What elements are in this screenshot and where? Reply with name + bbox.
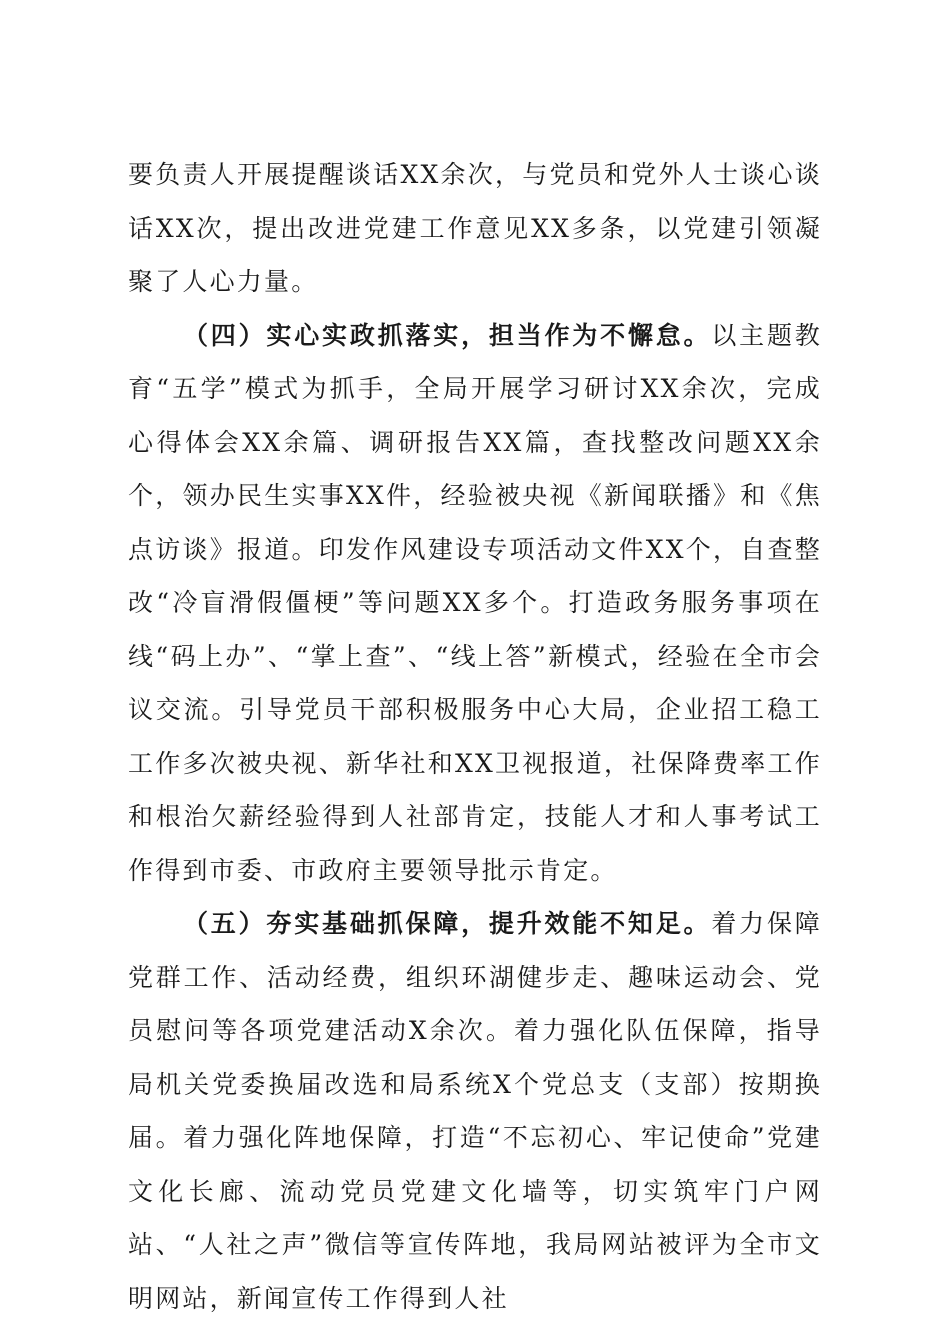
section-heading-4: （四）实心实政抓落实，担当作为不懈怠。 <box>183 320 712 350</box>
document-body <box>128 148 822 1325</box>
paragraph-text: 着力保障党群工作、活动经费，组织环湖健步走、趣味运动会、党员慰问等各项党建活动X余次。着力强化队伍保障，指导局机关党委换届改选和局系统X个党总支（支部）按期换届。着力强化阵地保障，打造“不忘初心、牢记使命”党建文化长廊、流动党员党建文化墙等，切实筑牢门户网站、“人社之声”微信等宣传阵地，我局网站被评为全市文明网站，新闻宣传工作得到人社 <box>128 909 822 1313</box>
paragraph-continuation <box>128 148 822 309</box>
paragraph-section-5 <box>128 897 822 1325</box>
section-heading-5: （五）夯实基础抓保障，提升效能不知足。 <box>183 909 712 938</box>
paragraph-text: 以主题教育“五学”模式为抓手，全局开展学习研讨XX余次，完成心得体会XX余篇、调研报告XX篇，查找整改问题XX余个，领办民生实事XX件，经验被央视《新闻联播》和《焦点访谈》报道。印发作风建设专项活动文件XX个，自查整改“冷盲滑假僵梗”等问题XX多个。打造政务服务事项在线“码上办”、“掌上查”、“线上答”新模式，经验在全市会议交流。引导党员干部积极服务中心大局，企业招工稳工工作多次被央视、新华社和XX卫视报道，社保降费率工作和根治欠薪经验得到人社部肯定，技能人才和人事考试工作得到市委、市政府主要领导批示肯定。 <box>128 320 822 885</box>
paragraph-text: 要负责人开展提醒谈话XX余次，与党员和党外人士谈心谈话XX次，提出改进党建工作意见XX多条，以党建引领凝聚了人心力量。 <box>128 160 822 296</box>
paragraph-section-4 <box>128 309 822 898</box>
